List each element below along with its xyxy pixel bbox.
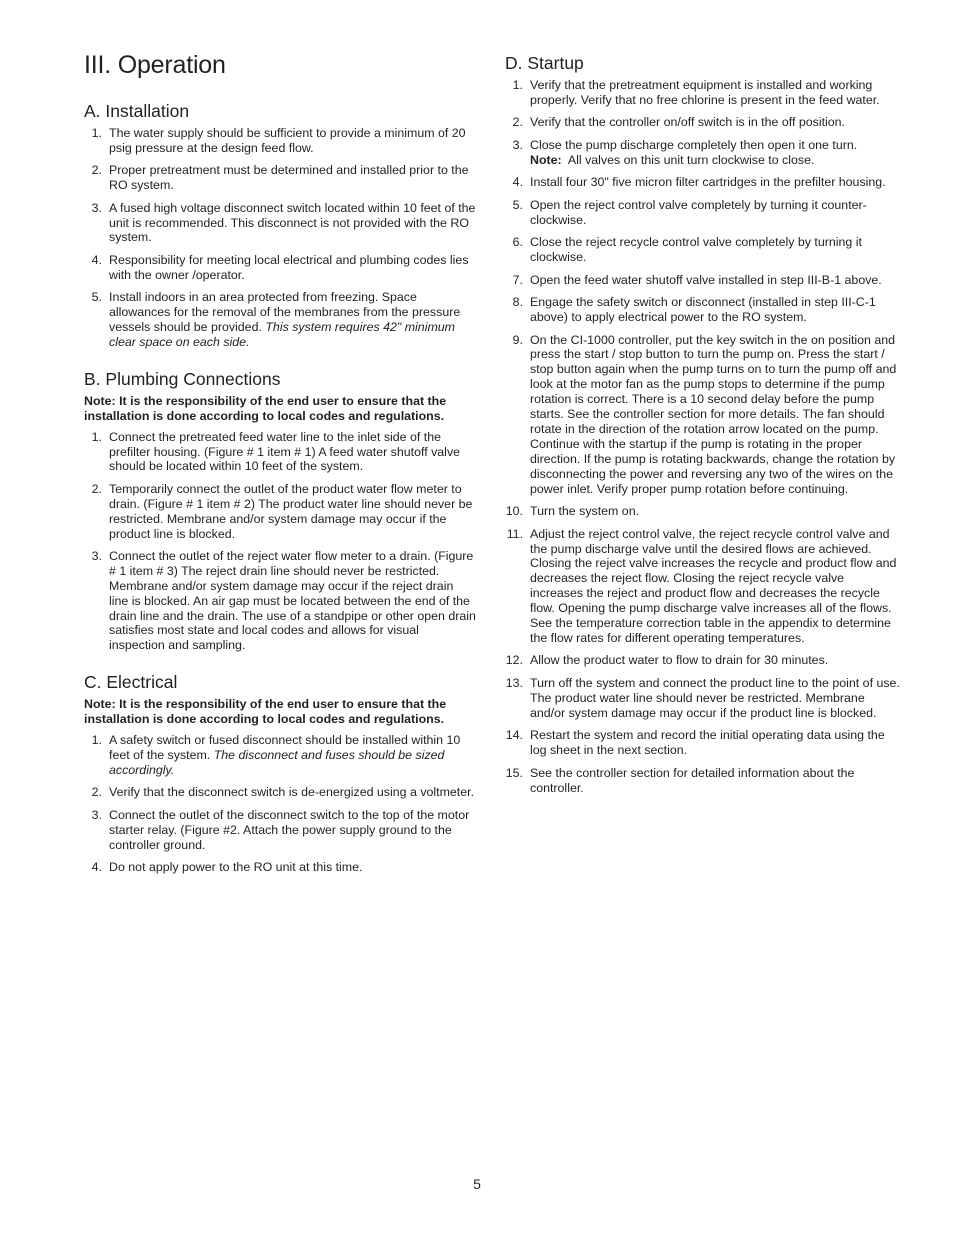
list-item (505, 527, 900, 646)
item-text: Connect the outlet of the reject water flow meter to a drain. (Figure # 1 item # 3) The reject drain line should never be restricted. Membrane and/or system damage may occur if the reject drain line is blocked. An air gap must be located between the end of the drain line and the drain. The use of a standpipe or other open drain satisfies most state and local codes and allows for visual inspection and sampling. (109, 548, 476, 653)
right-column (505, 50, 900, 814)
item-text: The water supply should be sufficient to provide a minimum of 20 psig pressure at the design feed flow. (109, 126, 466, 155)
item-text: A fused high voltage disconnect switch located within 10 feet of the unit is recommended. This disconnect is not provided with the RO system. (109, 200, 476, 245)
item-number: 11. (506, 526, 523, 541)
installation-list (84, 126, 476, 350)
item-text: A safety switch or fused disconnect should be installed within 10 feet of the system. (109, 733, 461, 762)
item-note-label: Note: (530, 152, 562, 167)
item-number: 2. (91, 163, 102, 178)
list-item (84, 201, 476, 246)
item-number: 1. (91, 126, 102, 140)
list-item (84, 126, 476, 156)
page-number: 5 (473, 1176, 481, 1192)
section-electrical (84, 672, 476, 875)
item-number: 7. (512, 272, 523, 287)
list-item (505, 504, 900, 519)
item-number: 2. (91, 785, 102, 800)
startup-list (505, 78, 900, 795)
item-number: 2. (91, 481, 102, 496)
left-column (84, 50, 476, 894)
section-installation (84, 101, 476, 350)
item-italic-text: The disconnect and fuses should be sized accordingly. (109, 748, 445, 777)
list-item (84, 549, 476, 653)
item-number: 1. (91, 733, 102, 748)
item-italic-text: This system requires 42" minimum clear space on each side. (109, 319, 455, 349)
item-text: Allow the product water to flow to drain for 30 minutes. (530, 653, 829, 668)
item-text: Close the pump discharge completely then open it one turn. (530, 137, 858, 152)
item-number: 5. (512, 197, 523, 212)
list-item (84, 482, 476, 542)
item-number: 4. (91, 252, 102, 267)
item-text: Responsibility for meeting local electrical and plumbing codes lies with the owner /operator. (109, 252, 469, 282)
item-text: Restart the system and record the initial operating data using the log sheet in the next section. (530, 728, 885, 758)
list-item (505, 728, 900, 758)
list-item (505, 198, 900, 228)
section-note: Note: It is the responsibility of the end user to ensure that the installation is done according to local codes and regulations. (84, 393, 447, 423)
item-number: 3. (91, 200, 102, 215)
list-item (505, 175, 900, 190)
list-item (505, 273, 900, 288)
list-item (84, 430, 476, 475)
list-item (84, 290, 476, 350)
item-number: 1. (91, 429, 102, 444)
item-number: 9. (512, 332, 523, 347)
item-number: 3. (91, 548, 102, 563)
item-number: 5. (91, 290, 102, 305)
item-number: 3. (512, 137, 523, 152)
item-text: Close the reject recycle control valve completely by turning it clockwise. (530, 235, 862, 265)
item-text: Open the reject control valve completely by turning it counter-clockwise. (530, 197, 867, 227)
list-item (505, 115, 900, 130)
list-item (84, 808, 476, 853)
page-title: III. Operation (84, 51, 226, 79)
section-heading: C. Electrical (84, 672, 178, 693)
section-heading: B. Plumbing Connections (84, 368, 281, 389)
list-item (505, 235, 900, 265)
item-text: Verify that the controller on/off switch is in the off position. (530, 115, 845, 130)
item-number: 4. (91, 859, 102, 874)
item-text: Turn the system on. (530, 504, 640, 519)
item-text: Verify that the disconnect switch is de-energized using a voltmeter. (109, 785, 475, 800)
plumbing-list (84, 430, 476, 654)
item-number: 6. (512, 235, 523, 250)
electrical-list (84, 733, 476, 875)
list-item (84, 860, 476, 875)
item-number: 2. (512, 115, 523, 130)
section-heading: A. Installation (84, 101, 190, 121)
item-number: 4. (512, 175, 523, 190)
item-number: 10. (505, 504, 523, 519)
item-number: 8. (512, 295, 523, 310)
section-heading: D. Startup (505, 53, 584, 73)
list-item (84, 163, 476, 193)
item-number: 12. (505, 653, 523, 668)
item-number: 3. (91, 807, 102, 822)
item-number: 13. (505, 675, 523, 690)
list-item (84, 733, 476, 778)
list-item (505, 653, 900, 668)
item-text: Open the feed water shutoff valve installed in step III-B-1 above. (530, 272, 882, 287)
section-startup (505, 53, 900, 795)
item-number: 1. (512, 78, 523, 92)
item-text: Verify that the pretreatment equipment is installed and working properly. Verify that no free chlorine is present in the feed water. (530, 78, 880, 107)
item-text: Connect the outlet of the disconnect switch to the top of the motor starter relay. (Figure #2. Attach the power supply ground to the controller ground. (109, 807, 470, 852)
item-text: See the controller section for detailed information about the controller. (530, 765, 855, 795)
list-item (505, 333, 900, 497)
list-item (505, 78, 900, 108)
list-item (505, 295, 900, 325)
item-text: Install indoors in an area protected from freezing. Space allowances for the removal of the membranes from the pressure vessels should be provided. (109, 290, 461, 334)
item-number: 14. (505, 728, 523, 743)
section-plumbing (84, 369, 476, 654)
section-note: Note: It is the responsibility of the end user to ensure that the installation is done according to local codes and regulations. (84, 697, 447, 727)
item-text: Install four 30" five micron filter cartridges in the prefilter housing. (530, 175, 886, 190)
item-text: Do not apply power to the RO unit at this time. (109, 859, 363, 874)
list-item (505, 766, 900, 796)
item-note-text: All valves on this unit turn clockwise to close. (567, 152, 815, 167)
item-text: Adjust the reject control valve, the reject recycle control valve and the pump discharge valve until the desired flows are achieved. Closing the reject valve increases the recycle and product flow and decreases the reject flow. Closing the reject recycle valve increases the reject and product flow and decreases the recycle flow. Opening the pump discharge valve increases all of the flows. See the temperature correction table in the appendix to determine the flow rates for different operating temperatures. (530, 526, 897, 645)
item-text: Proper pretreatment must be determined and installed prior to the RO system. (109, 163, 469, 193)
item-text: Turn off the system and connect the product line to the point of use. The product water line should never be restricted. Membrane and/or system damage may occur if the product line is blocked. (530, 675, 900, 720)
list-item (84, 253, 476, 283)
list-item (505, 676, 900, 721)
item-text: Temporarily connect the outlet of the product water flow meter to drain. (Figure # 1 item # 2) The product water line should never be restricted. Membrane and/or system damage may occur if the product line is blocked. (109, 481, 473, 541)
item-text: On the CI-1000 controller, put the key switch in the on position and press the start / stop button to turn the pump on. Press the start / stop button again when the pump turns on to turn the pump off and look at the motor fan as the pump stops to determine if the pump rotation is correct. There is a 10 second delay before the pump starts. See the controller section for more details. The fan should rotate in the direction of the rotation arrow located on the pump. Continue with the startup if the pump is rotating in the proper direction. If the pump is rotating backwards, change the rotation by disconnecting the power and reversing any two of the wires on the power inlet. Verify proper pump rotation before continuing. (530, 332, 897, 496)
list-item (84, 785, 476, 800)
item-text: Engage the safety switch or disconnect (installed in step III-C-1 above) to apply electrical power to the RO system. (530, 295, 876, 325)
list-item (505, 138, 900, 168)
item-text: Connect the pretreated feed water line to the inlet side of the prefilter housing. (Figure # 1 item # 1) A feed water shutoff valve should be located within 10 feet of the system. (109, 429, 461, 474)
item-number: 15. (505, 765, 523, 780)
